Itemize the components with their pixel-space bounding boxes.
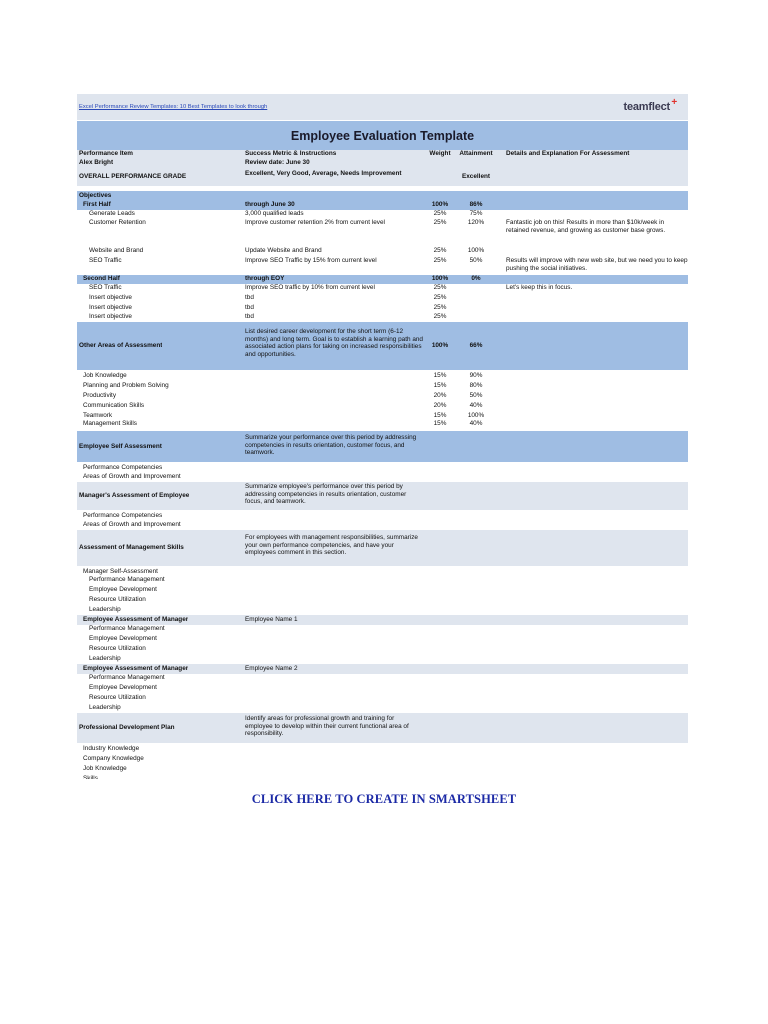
item-name: Job Knowledge: [83, 372, 127, 379]
manager-assessment-metric: Summarize employee's performance over this period by addressing competencies in results orientation, customer focus, and teamwork.: [245, 483, 407, 506]
list-item: [77, 704, 688, 713]
item-name: Areas of Growth and Improvement: [83, 473, 181, 480]
item-metric: 3,000 qualified leads: [245, 210, 304, 217]
management-skills-metric: For employees with management responsibilities, summarize your own performance competencies, and have your employees comment in this section.: [245, 534, 418, 557]
list-item: [77, 625, 688, 635]
other-areas-metric: List desired career development for the short term (6-12 months) and long term. Goal is to establish a learning path and associated action plans for taking on increased responsibilities and opportunities.: [245, 328, 423, 358]
list-item: [77, 520, 688, 530]
item-metric: Improve SEO traffic by 10% from current level: [245, 284, 375, 291]
second-half-label: Second Half: [83, 275, 120, 282]
overall-grade-label: OVERALL PERFORMANCE GRADE: [79, 173, 187, 180]
item-attainment: 120%: [467, 219, 485, 226]
management-skills-label: Assessment of Management Skills: [79, 544, 184, 551]
overall-grade-value: Excellent: [461, 173, 491, 180]
list-item: [77, 674, 688, 684]
employee-assessment-row: [77, 615, 688, 625]
list-item: [77, 743, 688, 753]
review-date: Review date: June 30: [245, 159, 310, 166]
item-name: Performance Management: [89, 674, 165, 681]
item-name: Insert objective: [89, 294, 132, 301]
table-row: [77, 219, 688, 247]
item-name: SEO Traffic: [89, 284, 122, 291]
first-half-weight: 100%: [431, 201, 449, 208]
list-item: [77, 576, 688, 586]
list-item: [77, 694, 688, 704]
employee-name-2: Employee Name 2: [245, 665, 298, 672]
list-item: [77, 645, 688, 655]
employee-assessment-label: Employee Assessment of Manager: [83, 616, 189, 623]
item-attainment: 40%: [469, 402, 483, 409]
second-half-row: [77, 275, 688, 284]
item-name: Employee Development: [89, 635, 157, 642]
list-item: [77, 566, 688, 576]
pdp-metric: Identify areas for professional growth and training for employee to develop within their current functional area of responsibility.: [245, 715, 409, 738]
second-half-weight: 100%: [431, 275, 449, 282]
employee-row: [77, 158, 688, 168]
item-name: Customer Retention: [89, 219, 146, 226]
manager-assessment-row: [77, 482, 688, 510]
item-name: Productivity: [83, 392, 117, 399]
table-row: [77, 313, 688, 322]
item-name: Employee Development: [89, 684, 157, 691]
item-name: Management Skills: [83, 420, 137, 427]
col-weight: Weight: [429, 150, 451, 157]
item-name: Performance Management: [89, 576, 165, 583]
table-row: [77, 284, 688, 294]
item-name: Generate Leads: [89, 210, 135, 217]
col-success-metric: Success Metric & Instructions: [245, 150, 337, 157]
item-attainment: 75%: [469, 210, 483, 217]
item-metric: Update Website and Brand: [245, 247, 322, 254]
first-half-metric: through June 30: [245, 201, 295, 208]
list-item: [77, 753, 688, 763]
table-row: [77, 410, 688, 419]
item-name: SEO Traffic: [89, 257, 122, 264]
column-header-row: [77, 150, 688, 158]
logo-plus-icon: +: [671, 97, 677, 108]
table-row: [77, 400, 688, 410]
management-skills-row: [77, 530, 688, 566]
list-item: [77, 596, 688, 606]
item-weight: 25%: [433, 247, 447, 254]
objectives-label: Objectives: [79, 192, 112, 199]
table-row: [77, 294, 688, 304]
table-row: [77, 390, 688, 400]
teamflect-logo: teamflect +: [623, 97, 677, 113]
overall-grade-row: [77, 168, 688, 186]
template-link[interactable]: Excel Performance Review Templates: 10 Best Templates to look through: [79, 104, 268, 110]
item-weight: 25%: [433, 304, 447, 311]
item-name: Insert objective: [89, 313, 132, 320]
evaluation-sheet: [77, 94, 688, 779]
other-areas-attainment: 66%: [469, 342, 483, 349]
col-attainment: Attainment: [459, 150, 493, 157]
item-metric: Improve SEO Traffic by 15% from current level: [245, 257, 377, 264]
list-item: [77, 510, 688, 520]
item-name: Job Knowledge: [83, 765, 127, 772]
item-metric: tbd: [245, 294, 254, 301]
item-weight: 20%: [433, 402, 447, 409]
col-details: Details and Explanation For Assessment: [506, 150, 630, 157]
list-item: [77, 655, 688, 664]
first-half-attainment: 86%: [469, 201, 483, 208]
other-areas-row: [77, 322, 688, 370]
item-name: Leadership: [89, 655, 121, 662]
table-row: [77, 419, 688, 428]
table-row: [77, 380, 688, 390]
item-name: Insert objective: [89, 304, 132, 311]
item-weight: 25%: [433, 219, 447, 226]
list-item: [77, 763, 688, 773]
create-in-smartsheet-link[interactable]: CLICK HERE TO CREATE IN SMARTSHEET: [251, 792, 517, 806]
item-name: Performance Competencies: [83, 464, 163, 471]
item-name: Leadership: [89, 606, 121, 613]
list-item: [77, 586, 688, 596]
table-row: [77, 247, 688, 257]
manager-self-assessment-label: Manager Self-Assessment: [83, 568, 158, 575]
item-name: Skills: [83, 775, 98, 779]
item-name: Resource Utilization: [89, 645, 146, 652]
employee-name-1: Employee Name 1: [245, 616, 298, 623]
item-weight: 25%: [433, 210, 447, 217]
item-weight: 15%: [433, 372, 447, 379]
list-item: [77, 773, 688, 779]
objectives-row: [77, 191, 688, 201]
table-row: [77, 304, 688, 313]
first-half-label: First Half: [83, 201, 111, 208]
item-name: Leadership: [89, 704, 121, 711]
pdp-label: Professional Development Plan: [79, 724, 175, 731]
item-name: Areas of Growth and Improvement: [83, 521, 181, 528]
employee-assessment-label: Employee Assessment of Manager: [83, 665, 189, 672]
item-name: Industry Knowledge: [83, 745, 140, 752]
item-name: Planning and Problem Solving: [83, 382, 169, 389]
table-row: [77, 370, 688, 380]
top-bar: [77, 94, 688, 120]
item-attainment: 80%: [469, 382, 483, 389]
item-weight: 15%: [433, 412, 447, 419]
item-attainment: 50%: [469, 392, 483, 399]
item-weight: 15%: [433, 382, 447, 389]
employee-assessment-row: [77, 664, 688, 674]
item-name: Employee Development: [89, 586, 157, 593]
item-metric: Improve customer retention 2% from current level: [245, 219, 385, 226]
col-performance-item: Performance Item: [79, 150, 133, 157]
other-areas-weight: 100%: [431, 342, 449, 349]
list-item: [77, 684, 688, 694]
item-name: Website and Brand: [89, 247, 144, 254]
list-item: [77, 635, 688, 645]
item-name: Company Knowledge: [83, 755, 144, 762]
second-half-attainment: 0%: [471, 275, 481, 282]
item-metric: tbd: [245, 313, 254, 320]
grade-scale: Excellent, Very Good, Average, Needs Improvement: [245, 170, 402, 177]
item-name: Communication Skills: [83, 402, 145, 409]
item-weight: 25%: [433, 313, 447, 320]
item-attainment: 50%: [469, 257, 483, 264]
item-weight: 25%: [433, 294, 447, 301]
item-name: Performance Competencies: [83, 512, 163, 519]
second-half-metric: through EOY: [245, 275, 285, 282]
item-name: Performance Management: [89, 625, 165, 632]
item-metric: tbd: [245, 304, 254, 311]
item-weight: 20%: [433, 392, 447, 399]
item-name: Teamwork: [83, 412, 113, 419]
item-details: Let's keep this in focus.: [506, 284, 573, 291]
item-attainment: 100%: [467, 247, 485, 254]
table-row: [77, 257, 688, 275]
item-name: Resource Utilization: [89, 694, 146, 701]
employee-name: Alex Bright: [79, 159, 114, 166]
list-item: [77, 462, 688, 472]
page-title: Employee Evaluation Template: [77, 121, 688, 150]
list-item: [77, 472, 688, 482]
self-assessment-metric: Summarize your performance over this period by addressing competencies in results orientation, customer focus, and teamwork.: [245, 434, 417, 457]
self-assessment-label: Employee Self Assessment: [79, 443, 162, 450]
item-details: Results will improve with new web site, but we need you to keep pushing the social initiatives.: [506, 257, 688, 272]
item-weight: 25%: [433, 284, 447, 291]
manager-assessment-label: Manager's Assessment of Employee: [79, 492, 190, 499]
item-attainment: 40%: [469, 420, 483, 427]
item-weight: 15%: [433, 420, 447, 427]
list-item: [77, 606, 688, 615]
pdp-row: [77, 713, 688, 743]
table-row: [77, 210, 688, 219]
item-attainment: 90%: [469, 372, 483, 379]
self-assessment-row: [77, 431, 688, 462]
item-weight: 25%: [433, 257, 447, 264]
other-areas-label: Other Areas of Assessment: [79, 342, 163, 349]
item-name: Resource Utilization: [89, 596, 146, 603]
item-details: Fantastic job on this! Results in more than $10k/week in retained revenue, and growing as customer base grows.: [506, 219, 666, 234]
first-half-row: [77, 201, 688, 210]
item-attainment: 100%: [467, 412, 485, 419]
